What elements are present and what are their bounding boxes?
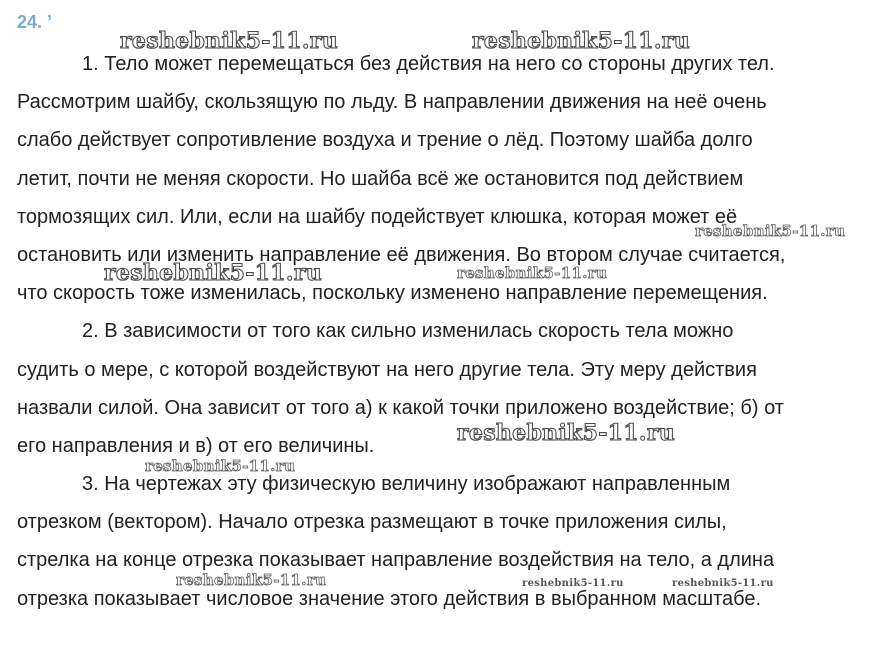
watermark: reshebnik5-11.ru — [457, 420, 676, 446]
paragraph-3-line: отрезком (вектором). Начало отрезка размещают в точке приложения силы, — [17, 511, 727, 534]
paragraph-2-line: 2. В зависимости от того как сильно изменилась скорость тела можно — [82, 320, 734, 343]
watermark: reshebnik5-11.ru — [695, 222, 846, 240]
paragraph-3-line: стрелка на конце отрезка показывает направление воздействия на тело, а длина — [17, 549, 775, 572]
paragraph-1-line: Рассмотрим шайбу, скользящую по льду. В направлении движения на неё очень — [17, 91, 767, 114]
paragraph-1-line: летит, почти не меняя скорости. Но шайба всё же остановится под действием — [17, 167, 744, 190]
paragraph-2-line: его направления и в) от его величины. — [17, 434, 375, 457]
paragraph-1-line: что скорость тоже изменилась, поскольку изменено направление перемещения. — [17, 282, 768, 305]
watermark: reshebnik5-11.ru — [522, 578, 624, 589]
paragraph-3-line: 3. На чертежах эту физическую величину изображают направленным — [82, 473, 731, 496]
paragraph-1-line: 1. Тело может перемещаться без действия на него со стороны других тел. — [82, 53, 775, 75]
watermark: reshebnik5-11.ru — [472, 28, 691, 54]
paragraph-2-line: назвали силой. Она зависит от того а) к какой точки приложено воздействие; б) от — [17, 396, 784, 419]
watermark: reshebnik5-11.ru — [176, 571, 327, 589]
paragraph-1-line: слабо действует сопротивление воздуха и трение о лёд. Поэтому шайба долго — [17, 129, 753, 152]
paragraph-1-line: тормозящих сил. Или, если на шайбу подействует клюшка, которая может её — [17, 205, 738, 228]
watermark: reshebnik5-11.ru — [104, 260, 323, 286]
watermark: reshebnik5-11.ru — [145, 457, 296, 475]
watermark: reshebnik5-11.ru — [457, 264, 608, 282]
paragraph-2-line: судить о мере, с которой воздействуют на него другие тела. Эту меру действия — [17, 358, 757, 381]
paragraph-1-line: остановить или изменить направление её движения. Во втором случае считается, — [17, 243, 786, 266]
paragraph-3-line: отрезка показывает числовое значение этого действия в выбранном масштабе. — [17, 587, 762, 610]
task-number: 24. ’ — [17, 12, 53, 32]
watermark: reshebnik5-11.ru — [120, 28, 339, 54]
answer-text — [17, 45, 882, 618]
watermark: reshebnik5-11.ru — [672, 578, 774, 589]
